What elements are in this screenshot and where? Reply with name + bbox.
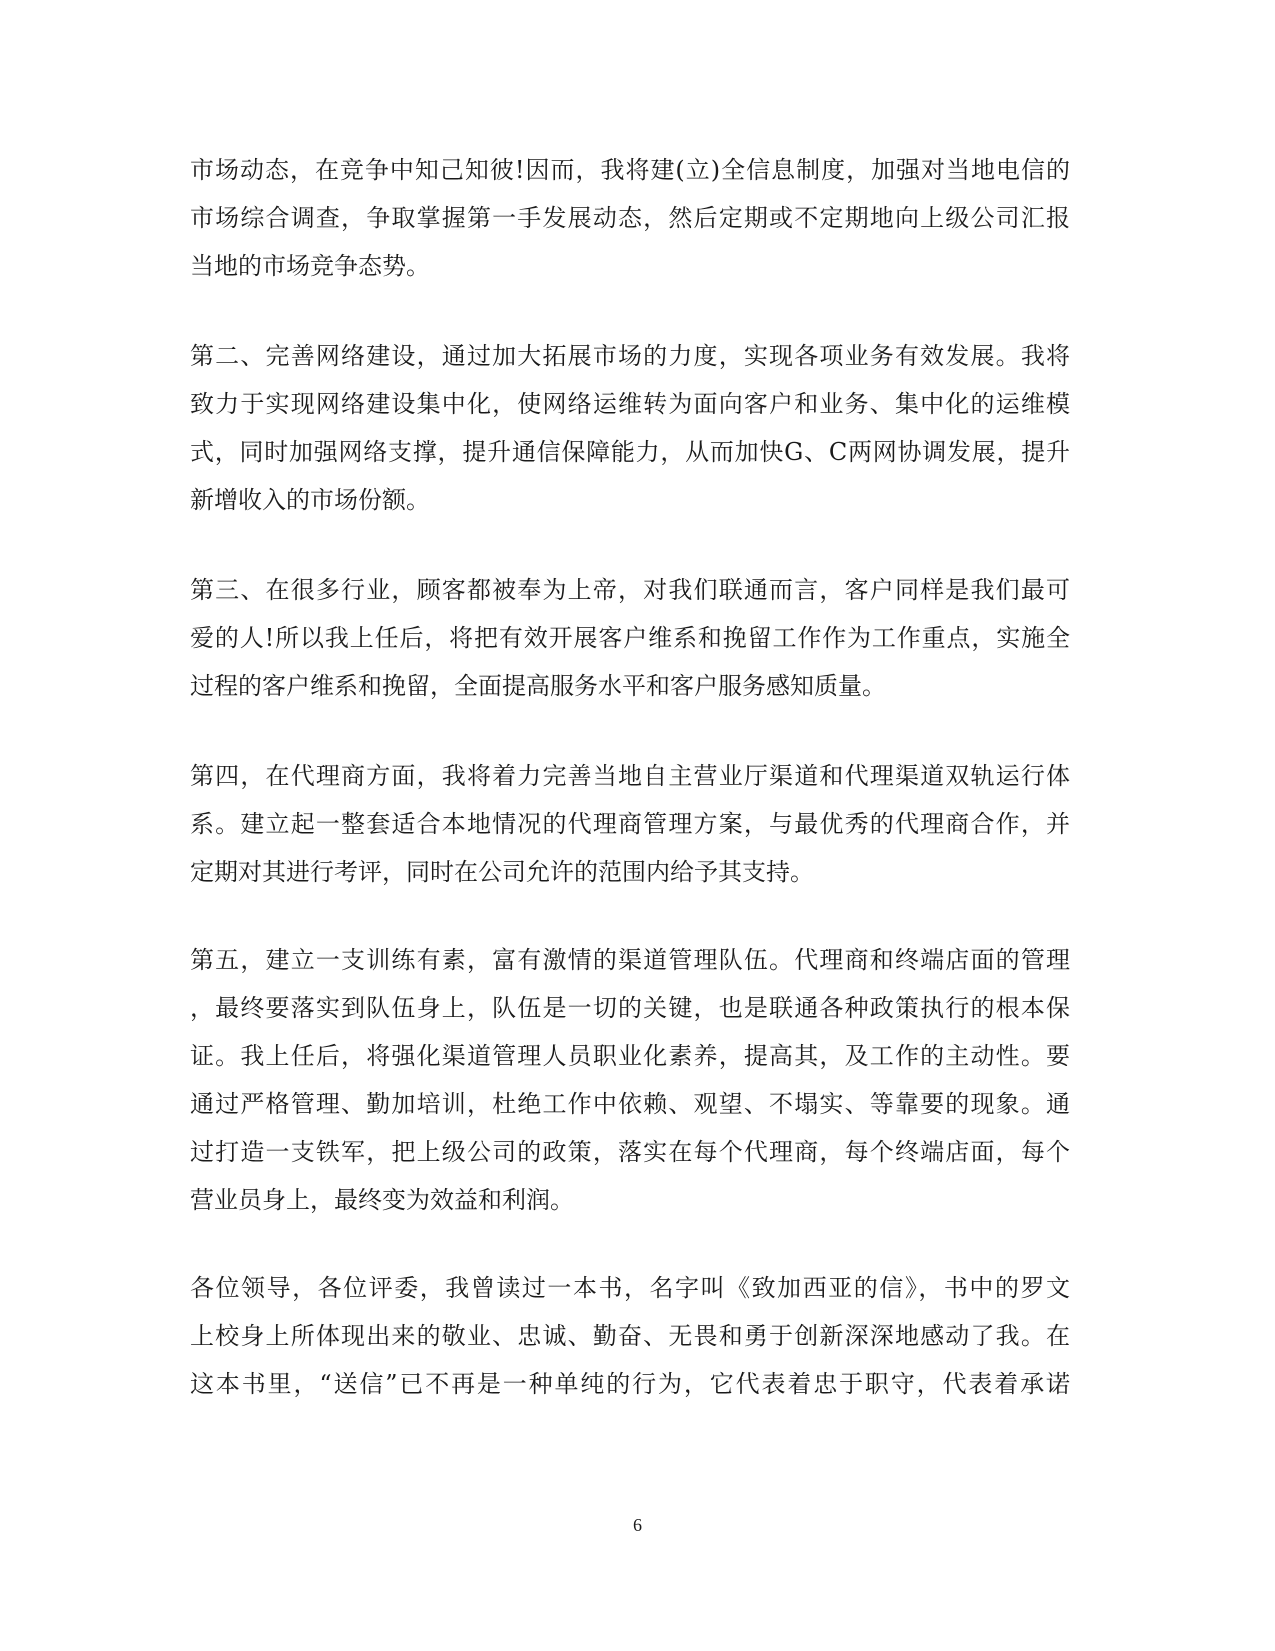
text-line: 过打造一支铁军，把上级公司的政策，落实在每个代理商，每个终端店面，每个	[190, 1138, 1070, 1166]
text-line: 致力于实现网络建设集中化，使网络运维转为面向客户和业务、集中化的运维模	[190, 390, 1070, 418]
text-line: 式，同时加强网络支撑，提升通信保障能力，从而加快G、C两网协调发展，提升	[190, 438, 1070, 466]
text-line: 通过严格管理、勤加培训，杜绝工作中依赖、观望、不塌实、等靠要的现象。通	[190, 1090, 1070, 1118]
paragraph-agents	[190, 752, 1070, 896]
paragraph-closing-remarks	[190, 1264, 1070, 1408]
paragraph-channel-team	[190, 936, 1070, 1224]
paragraph-network-building	[190, 332, 1070, 524]
text-line: 当地的市场竞争态势。	[190, 252, 430, 280]
text-line: 第五，建立一支训练有素，富有激情的渠道管理队伍。代理商和终端店面的管理	[190, 946, 1070, 974]
text-line: 市场动态，在竞争中知己知彼!因而，我将建(立)全信息制度，加强对当地电信的	[190, 156, 1070, 184]
paragraph-customer-retention	[190, 566, 1070, 710]
text-line: 系。建立起一整套适合本地情况的代理商管理方案，与最优秀的代理商合作，并	[190, 810, 1070, 838]
text-line: 市场综合调查，争取掌握第一手发展动态，然后定期或不定期地向上级公司汇报	[190, 204, 1070, 232]
page-number: 6	[633, 1515, 642, 1535]
paragraph-market-info	[190, 146, 1070, 290]
text-line: 上校身上所体现出来的敬业、忠诚、勤奋、无畏和勇于创新深深地感动了我。在	[190, 1322, 1070, 1350]
text-line: 定期对其进行考评，同时在公司允许的范围内给予其支持。	[190, 858, 814, 886]
text-line: 第二、完善网络建设，通过加大拓展市场的力度，实现各项业务有效发展。我将	[190, 342, 1070, 370]
text-line: 新增收入的市场份额。	[190, 486, 430, 514]
text-line: 第三、在很多行业，顾客都被奉为上帝，对我们联通而言，客户同样是我们最可	[190, 576, 1070, 604]
text-line: 过程的客户维系和挽留，全面提高服务水平和客户服务感知质量。	[190, 672, 886, 700]
text-line: 这本书里，“送信”已不再是一种单纯的行为，它代表着忠于职守，代表着承诺	[190, 1370, 1070, 1398]
text-line: 爱的人!所以我上任后，将把有效开展客户维系和挽留工作作为工作重点，实施全	[190, 624, 1070, 652]
text-line: 营业员身上，最终变为效益和利润。	[190, 1186, 574, 1214]
text-line: ，最终要落实到队伍身上，队伍是一切的关键，也是联通各种政策执行的根本保	[190, 994, 1070, 1022]
text-line: 第四，在代理商方面，我将着力完善当地自主营业厅渠道和代理渠道双轨运行体	[190, 762, 1070, 790]
text-line: 证。我上任后，将强化渠道管理人员职业化素养，提高其，及工作的主动性。要	[190, 1042, 1070, 1070]
text-line: 各位领导，各位评委，我曾读过一本书，名字叫《致加西亚的信》，书中的罗文	[190, 1274, 1070, 1302]
